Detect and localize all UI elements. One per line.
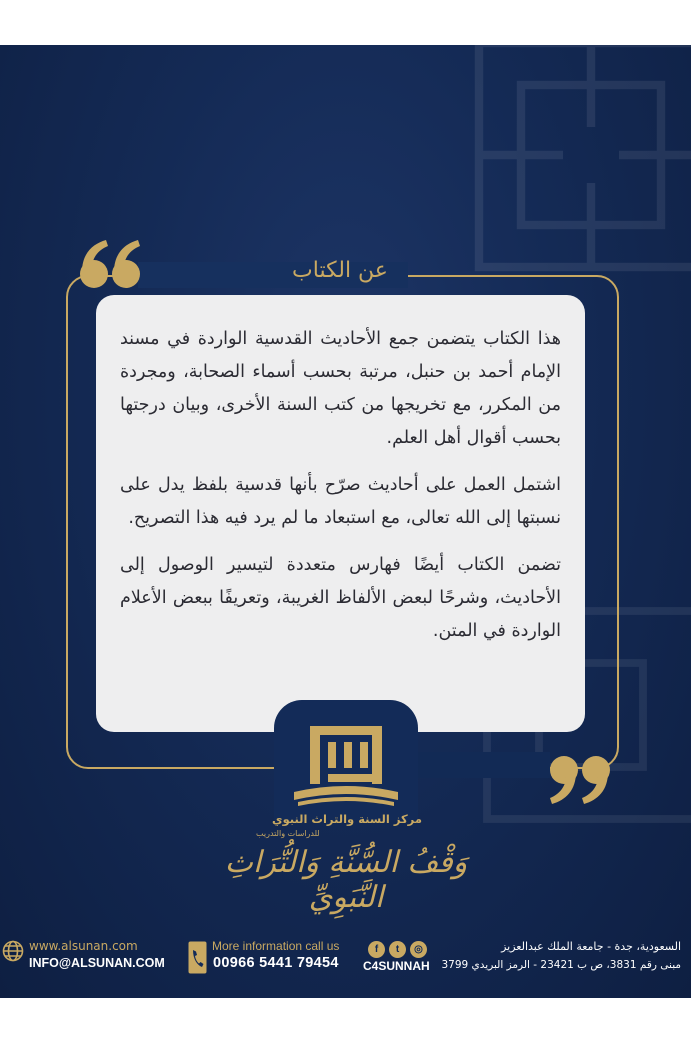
paragraph: تضمن الكتاب أيضًا فهارس متعددة لتيسير الوصول إلى الأحاديث، وشرحًا لبعض الألفاظ الغريبة، وتعريفًا ببعض الأعلام الواردة في المتن. [120,555,561,641]
social-handle[interactable]: C4SUNNAH [363,959,430,973]
calligraphy-title: وَقْفُ السُّنَّةِ وَالتُّرَاثِ النَّبَوِيِّ [224,845,468,915]
phone-number[interactable]: 00966 5441 79454 [213,955,339,971]
arabesque-pattern [451,45,691,295]
paragraph: اشتمل العمل على أحاديث صرّح بأنها قدسية بلفظ يدل على نسبتها إلى الله تعالى، مع استبعاد ما لم يرد فيه هذا التصريح. [120,475,561,528]
logo-name: مركز السنة والتراث النبوي [272,812,422,826]
paragraph: هذا الكتاب يتضمن جمع الأحاديث القدسية الواردة في مسند الإمام أحمد بن حنبل، مرتبة بحسب أسماء الصحابة، ومجردة من المكرر، مع تخريجها من كتب السنة الأخرى، وبيان درجتها بحسب أقوال أهل العلم. [120,329,561,448]
address-line: مبنى رقم 3831، ص ب 23421 - الرمز البريدي 3799 [441,959,681,971]
email-link[interactable]: INFO@ALSUNAN.COM [29,956,165,970]
globe-icon [2,940,24,962]
center-logo-icon [288,722,404,812]
website-link[interactable]: www.alsunan.com [29,939,138,953]
twitter-icon[interactable]: t [389,941,406,958]
instagram-icon[interactable]: ◎ [410,941,427,958]
info-label: More information call us [212,939,340,953]
facebook-icon[interactable]: f [368,941,385,958]
social-icons [368,941,432,959]
phone-icon [188,941,207,974]
open-quote-icon [78,238,142,298]
logo-subtitle: للدراسات والتدريب [256,829,320,838]
section-title: عن الكتاب [292,258,388,283]
address-line: السعودية، جدة - جامعة الملك عبدالعزيز [501,940,681,953]
about-card [96,295,585,732]
close-quote-icon [548,748,612,808]
